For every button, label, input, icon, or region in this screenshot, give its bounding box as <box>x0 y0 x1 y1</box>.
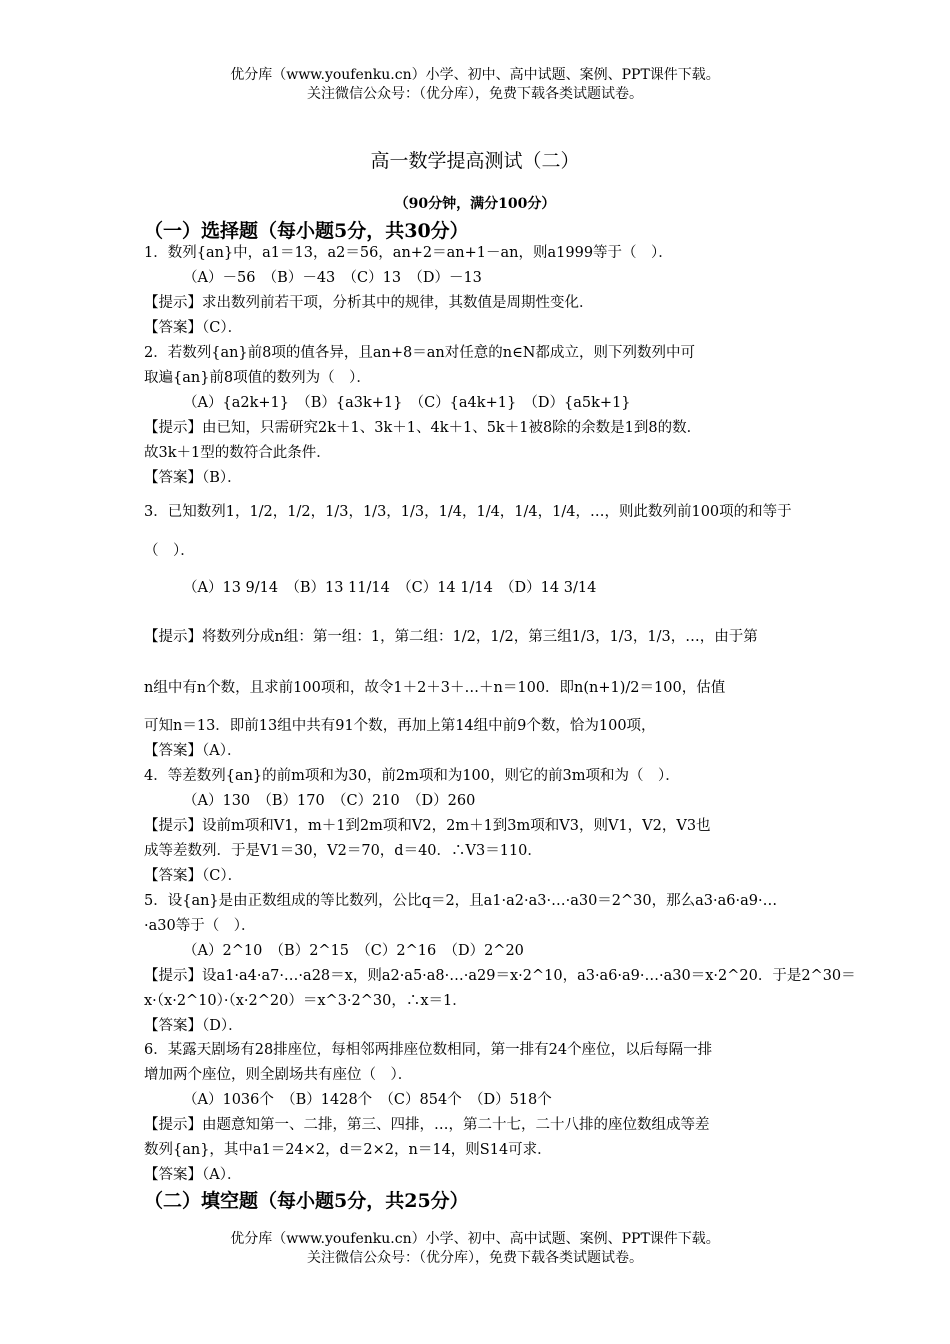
footer-line-1: 优分库（www.youfenku.cn）小学、初中、高中试题、案例、PPT课件下载。 <box>230 1231 720 1247</box>
page-subtitle: （90分钟，满分100分） <box>394 196 556 212</box>
q6-options: （A）1036个 （B）1428个 （C）854个 （D）518个 <box>183 1092 552 1108</box>
q2-stem-line1: 2．若数列{an}前8项的值各异，且an+8＝an对任意的n∈N都成立，则下列数列中可 <box>144 345 695 361</box>
q3-stem-line1: 3．已知数列1，1/2，1/2，1/3，1/3，1/3，1/4，1/4，1/4，1/4，…，则此数列前100项的和等于 <box>144 504 792 520</box>
q3-hint-line2: n组中有n个数，且求前100项和，故令1＋2＋3＋…＋n＝100．即n(n+1)/2＝100，估值 <box>144 680 726 696</box>
q4-options: （A）130 （B）170 （C）210 （D）260 <box>183 793 476 809</box>
q3-hint-line3: 可知n＝13．即前13组中共有91个数，再加上第14组中前9个数，恰为100项， <box>144 718 656 734</box>
q4-hint-line1: 【提示】设前m项和V1，m＋1到2m项和V2，2m＋1到3m项和V3，则V1，V2，V3也 <box>144 818 711 834</box>
q2-hint-line1: 【提示】由已知，只需研究2k＋1、3k＋1、4k＋1、5k＋1被8除的余数是1到8的数． <box>144 420 702 436</box>
q1-answer: 【答案】（C）． <box>144 320 243 336</box>
q5-stem-line1: 5．设{an}是由正数组成的等比数列，公比q＝2，且a1·a2·a3·…·a30＝2^30，那么a3·a6·a9·… <box>144 893 778 909</box>
q5-hint-line1: 【提示】设a1·a4·a7·…·a28＝x，则a2·a5·a8·…·a29＝x·2^10，a3·a6·a9·…·a30＝x·2^20．于是2^30＝ <box>144 968 856 984</box>
q4-hint-line2: 成等差数列．于是V1＝30，V2＝70，d＝40．∴V3＝110． <box>144 843 542 859</box>
q6-answer: 【答案】（A）． <box>144 1167 242 1183</box>
q2-options: （A）{a2k+1} （B）{a3k+1} （C）{a4k+1} （D）{a5k+1} <box>183 395 631 411</box>
q2-answer: 【答案】（B）． <box>144 470 242 486</box>
header-line-2: 关注微信公众号：（优分库），免费下载各类试题试卷。 <box>307 86 643 102</box>
q6-stem-line2: 增加两个座位，则全剧场共有座位（ ）． <box>144 1067 413 1083</box>
q3-hint-line1: 【提示】将数列分成n组：第一组：1，第二组：1/2，1/2，第三组1/3，1/3，1/3，…，由于第 <box>144 629 758 645</box>
q1-options: （A）－56 （B）－43 （C）13 （D）－13 <box>183 270 482 286</box>
q3-answer: 【答案】（A）． <box>144 743 242 759</box>
q4-stem: 4．等差数列{an}的前m项和为30，前2m项和为100，则它的前3m项和为（ ）． <box>144 768 680 784</box>
q4-answer: 【答案】（C）． <box>144 868 243 884</box>
q3-options: （A）13 9/14 （B）13 11/14 （C）14 1/14 （D）14 3/14 <box>183 580 597 596</box>
q2-stem-line2: 取遍{an}前8项值的数列为（ ）． <box>144 370 371 386</box>
q5-answer: 【答案】（D）． <box>144 1018 243 1034</box>
q1-stem: 1．数列{an}中，a1＝13，a2＝56，an+2＝an+1－an，则a1999等于（ ）． <box>144 245 673 261</box>
q3-stem-line2: （ ）． <box>144 543 195 559</box>
q1-hint: 【提示】求出数列前若干项，分析其中的规律，其数值是周期性变化． <box>144 295 594 311</box>
q6-hint-line2: 数列{an}，其中a1＝24×2，d＝2×2，n＝14，则S14可求． <box>144 1142 552 1158</box>
q6-hint-line1: 【提示】由题意知第一、二排，第三、四排，…，第二十七，二十八排的座位数组成等差 <box>144 1117 710 1133</box>
q5-hint-line2: x·（x·2^10）·（x·2^20）＝x^3·2^30，∴x＝1． <box>144 993 467 1009</box>
section-heading-fill: （二）填空题（每小题5分，共25分） <box>144 1190 469 1212</box>
q5-stem-line2: ·a30等于（ ）． <box>144 918 256 934</box>
header-line-1: 优分库（www.youfenku.cn）小学、初中、高中试题、案例、PPT课件下载。 <box>230 67 720 83</box>
q5-options: （A）2^10 （B）2^15 （C）2^16 （D）2^20 <box>183 943 524 959</box>
footer-line-2: 关注微信公众号：（优分库），免费下载各类试题试卷。 <box>307 1250 643 1266</box>
section-heading-choice: （一）选择题（每小题5分，共30分） <box>144 220 469 242</box>
q2-hint-line2: 故3k＋1型的数符合此条件． <box>144 445 331 461</box>
page-title: 高一数学提高测试（二） <box>370 150 580 172</box>
q6-stem-line1: 6．某露天剧场有28排座位，每相邻两排座位数相同，第一排有24个座位，以后每隔一排 <box>144 1042 713 1058</box>
